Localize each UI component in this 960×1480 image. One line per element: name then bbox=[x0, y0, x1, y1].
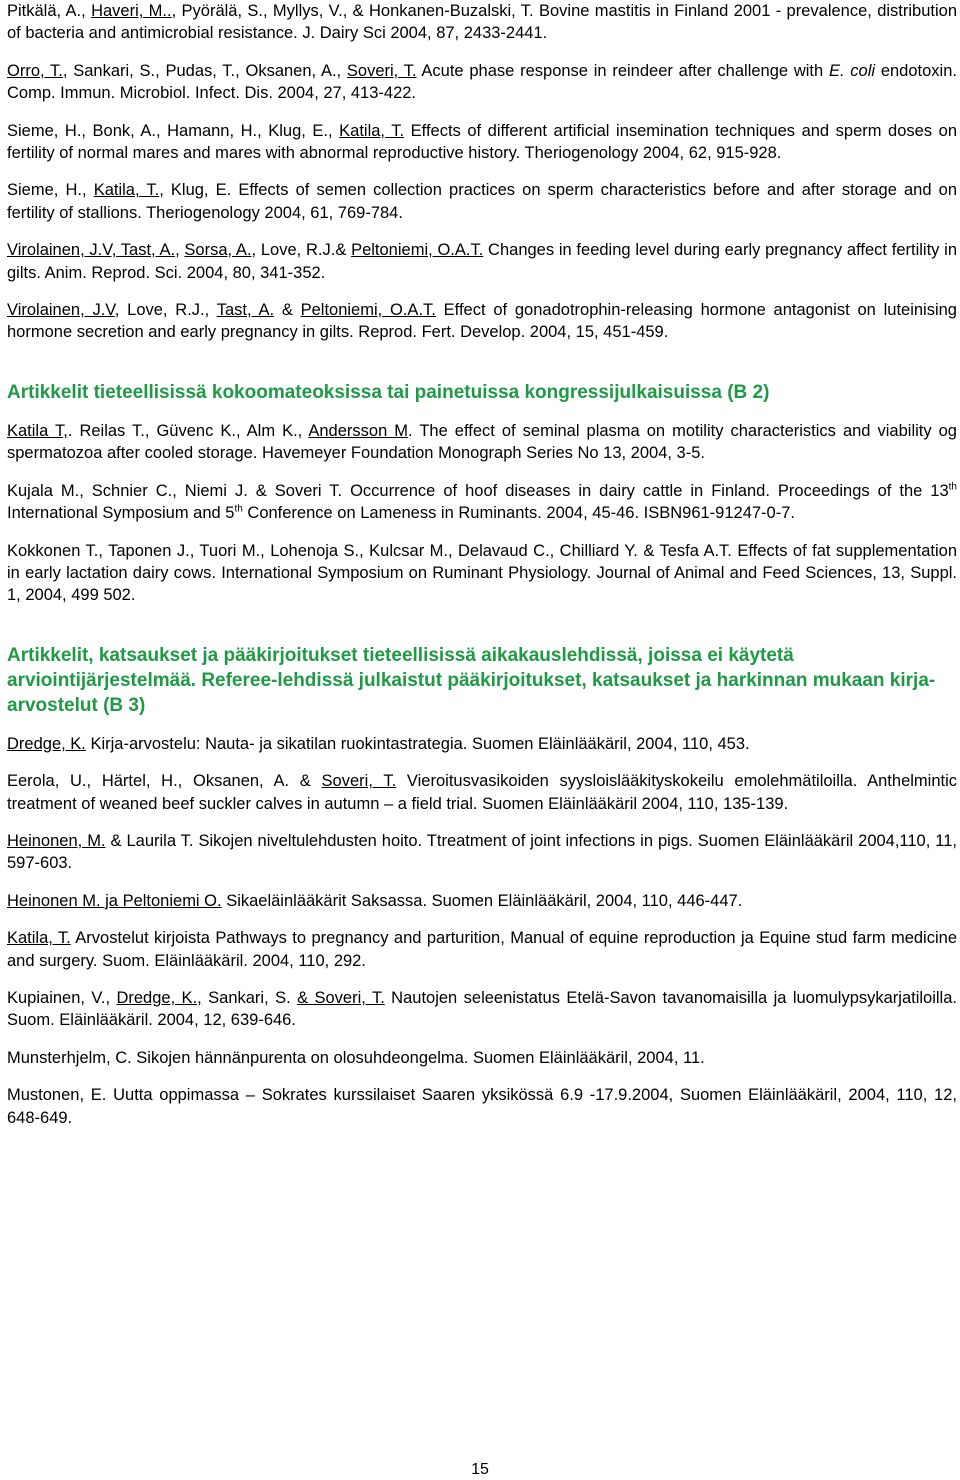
document-page bbox=[7, 0, 957, 1144]
reference-entry: Kupiainen, V., Dredge, K., Sankari, S. & Soveri, T. Nautojen seleenistatus Etelä-Savon tavanomaisilla ja luomulypsykarjatiloilla. Suom. Eläinlääkäril. 2004, 12, 639-646. bbox=[7, 988, 957, 1030]
reference-entry: Heinonen, M. & Laurila T. Sikojen niveltulehdusten hoito. Ttreatment of joint infections in pigs. Suomen Eläinlääkäril 2004,110, 11, 597-603. bbox=[7, 831, 957, 873]
reference-entry: Katila T,. Reilas T., Güvenc K., Alm K., Andersson M. The effect of seminal plasma on motility characteristics and viability og spermatozoa after cooled storage. Havemeyer Foundation Monograph Series No 13, 2004, 3-5. bbox=[7, 421, 957, 463]
reference-entry: Dredge, K. Kirja-arvostelu: Nauta- ja sikatilan ruokintastrategia. Suomen Eläinlääkäril, 2004, 110, 453. bbox=[7, 734, 750, 753]
reference-entry: Kokkonen T., Taponen J., Tuori M., Lohenoja S., Kulcsar M., Delavaud C., Chilliard Y. & Tesfa A.T. Effects of fat supplementation in early lactation dairy cows. International Symposium on Ruminant Physiology. Journal of Animal and Feed Sciences, 13, Suppl. 1, 2004, 499 502. bbox=[7, 541, 957, 605]
reference-entry: Pitkälä, A., Haveri, M.., Pyörälä, S., Myllys, V., & Honkanen-Buzalski, T. Bovine mastitis in Finland 2001 - prevalence, distribution of bacteria and antimicrobial resistance. J. Dairy Sci 2004, 87, 2433-2441. bbox=[7, 2, 957, 43]
section-heading-b2: Artikkelit tieteellisissä kokoomateoksissa tai painetuissa kongressijulkaisuissa (B 2) bbox=[7, 381, 770, 403]
reference-entry: Munsterhjelm, C. Sikojen hännänpurenta on olosuhdeongelma. Suomen Eläinlääkäril, 2004, 11. bbox=[7, 1048, 705, 1067]
section-heading-b3: Artikkelit, katsaukset ja pääkirjoitukset tieteellisissä aikakauslehdissä, joissa ei käytetä arviointijärjestelmää. Referee-lehdissä julkaistut pääkirjoitukset, katsaukset ja harkinnan mukaan kirja-arvostelut (B 3) bbox=[7, 644, 936, 716]
reference-entry: Orro, T., Sankari, S., Pudas, T., Oksanen, A., Soveri, T. Acute phase response in reindeer after challenge with E. coli endotoxin. Comp. Immun. Microbiol. Infect. Dis. 2004, 27, 413-422. bbox=[7, 61, 957, 103]
reference-entry: Heinonen M. ja Peltoniemi O. Sikaeläinlääkärit Saksassa. Suomen Eläinlääkäril, 2004, 110, 446-447. bbox=[7, 891, 743, 910]
reference-entry: Eerola, U., Härtel, H., Oksanen, A. & Soveri, T. Vieroitusvasikoiden syysloislääkityskokeilu emolehmätiloilla. Anthelmintic treatment of weaned beef suckler calves in autumn – a field trial. Suomen Eläinlääkäril 2004, 110, 135-139. bbox=[7, 772, 957, 813]
reference-entry: Virolainen, J.V, Love, R.J., Tast, A. & Peltoniemi, O.A.T. Effect of gonadotrophin-releasing hormone antagonist on luteinising hormone secretion and early pregnancy in gilts. Reprod. Fert. Develop. 2004, 15, 451-459. bbox=[7, 301, 957, 342]
page-number: 15 bbox=[471, 1461, 489, 1478]
reference-entry: Kujala M., Schnier C., Niemi J. & Soveri T. Occurrence of hoof diseases in dairy cattle in Finland. Proceedings of the 13th International Symposium and 5th Conference on Lameness in Ruminants. 2004, 45-46. ISBN961-91247-0-7. bbox=[7, 481, 957, 523]
reference-entry: Sieme, H., Katila, T., Klug, E. Effects of semen collection practices on sperm characteristics before and after storage and on fertility of stallions. Theriogenology 2004, 61, 769-784. bbox=[7, 181, 957, 222]
reference-entry: Mustonen, E. Uutta oppimassa – Sokrates kurssilaiset Saaren yksikössä 6.9 -17.9.2004, Suomen Eläinlääkäril, 2004, 110, 12, 648-649. bbox=[7, 1086, 957, 1127]
reference-entry: Sieme, H., Bonk, A., Hamann, H., Klug, E., Katila, T. Effects of different artificial insemination techniques and sperm doses on fertility of normal mares and mares with abnormal reproductive history. Theriogenology 2004, 62, 915-928. bbox=[7, 121, 957, 163]
reference-entry: Virolainen, J.V, Tast, A., Sorsa, A., Love, R.J.& Peltoniemi, O.A.T. Changes in feeding level during early pregnancy affect fertility in gilts. Anim. Reprod. Sci. 2004, 80, 341-352. bbox=[7, 241, 958, 282]
reference-entry: Katila, T. Arvostelut kirjoista Pathways to pregnancy and parturition, Manual of equine reproduction ja Equine stud farm medicine and surgery. Suom. Eläinlääkäril. 2004, 110, 292. bbox=[7, 929, 957, 970]
